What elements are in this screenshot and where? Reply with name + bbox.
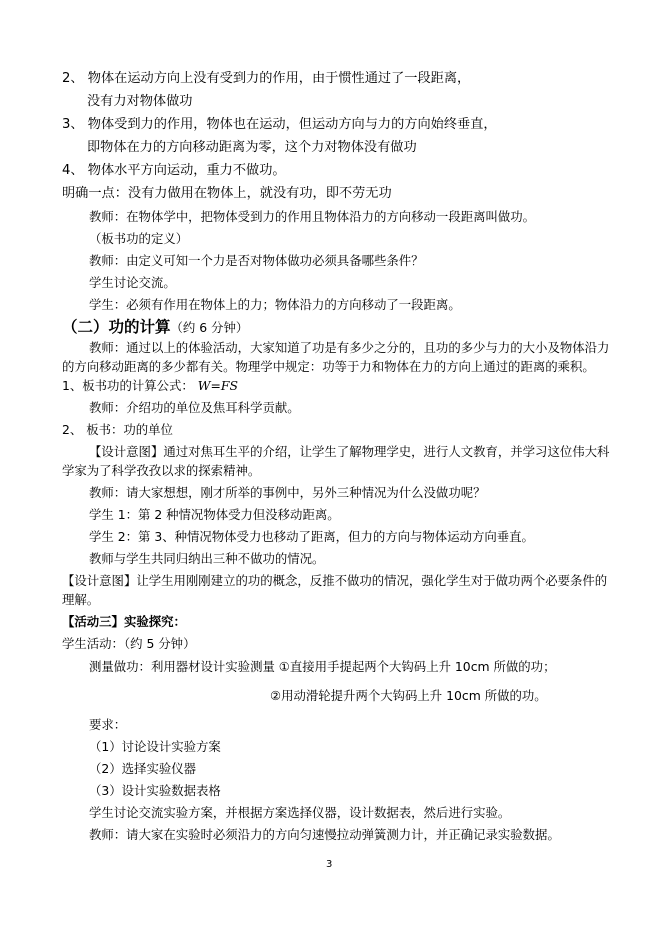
teacher-calc-line1: 教师：通过以上的体验活动，大家知道了功是有多少之分的，且功的多少与力的大小及物体沿力 bbox=[89, 340, 610, 355]
page-number: 3 bbox=[326, 859, 333, 870]
teacher-definition: 教师：在物体学中，把物体受到力的作用且物体沿力的方向移动一段距离叫做功。 bbox=[89, 209, 536, 224]
requirement-2: （2）选择实验仪器 bbox=[89, 761, 197, 776]
section-heading bbox=[62, 317, 248, 338]
work-formula: W=FS bbox=[197, 378, 238, 393]
item-4: 4、 物体水平方向运动，重力不做功。 bbox=[62, 163, 286, 178]
teacher-calc-line2: 的方向移动距离的多少都有关。物理学中规定：功等于力和物体在力的方向上通过的距离的乘积。 bbox=[62, 359, 595, 374]
student-2-answer: 学生 2：第 3、种情况物体受力也移动了距离，但力的方向与物体运动方向垂直。 bbox=[89, 529, 534, 544]
teacher-unit: 教师：介绍功的单位及焦耳科学贡献。 bbox=[89, 400, 300, 415]
student-experiment: 学生讨论交流实验方案，并根据方案选择仪器，设计数据表，然后进行实验。 bbox=[89, 805, 511, 820]
student-1-answer: 学生 1：第 2 种情况物体受力但没移动距离。 bbox=[89, 507, 340, 522]
board-unit: 2、 板书：功的单位 bbox=[62, 422, 173, 437]
item-3: 3、 物体受到力的作用，物体也在运动，但运动方向与力的方向始终垂直， bbox=[62, 117, 497, 132]
item-2-cont: 没有力对物体做功 bbox=[87, 94, 193, 109]
measure-line2: ②用动滑轮提升两个大钩码上升 10cm 所做的功。 bbox=[270, 688, 547, 703]
section-title: （二）功的计算 bbox=[62, 318, 171, 336]
student-discussion: 学生讨论交流。 bbox=[89, 275, 176, 290]
board-definition: （板书功的定义） bbox=[89, 231, 189, 246]
requirement-3: （3）设计实验数据表格 bbox=[89, 783, 221, 798]
measure-line1: 测量做功：利用器材设计实验测量 ①直接用手提起两个大钩码上升 10cm 所做的功； bbox=[89, 659, 556, 674]
summary-line: 教师与学生共同归纳出三种不做功的情况。 bbox=[89, 551, 325, 566]
teacher-question: 教师：由定义可知一个力是否对物体做功必须具备哪些条件？ bbox=[89, 253, 424, 268]
student-activity: 学生活动：（约 5 分钟） bbox=[62, 636, 196, 651]
requirement-1: （1）讨论设计实验方案 bbox=[89, 739, 221, 754]
design-intent-2-line1: 【设计意图】让学生用刚刚建立的功的概念，反推不做功的情况，强化学生对于做功两个必要条件的 bbox=[62, 573, 608, 588]
section-time-note: （约 6 分钟） bbox=[170, 320, 249, 335]
student-answer: 学生：必须有作用在物体上的力；物体沿力的方向移动了一段距离。 bbox=[89, 297, 461, 312]
teacher-experiment: 教师：请大家在实验时必须沿力的方向匀速慢拉动弹簧测力计，并正确记录实验数据。 bbox=[89, 827, 560, 842]
item-2: 2、 物体在运动方向上没有受到力的作用，由于惯性通过了一段距离， bbox=[62, 71, 471, 86]
clarify-line: 明确一点：没有力做用在物体上，就没有功，即不劳无功 bbox=[62, 186, 392, 201]
requirements-label: 要求： bbox=[89, 717, 127, 732]
board-formula-line bbox=[62, 378, 238, 394]
board-formula-label: 1、板书功的计算公式： bbox=[62, 378, 194, 393]
item-3-cont: 即物体在力的方向移动距离为零，这个力对物体没有做功 bbox=[87, 140, 417, 155]
design-intent-1-line1: 【设计意图】通过对焦耳生平的介绍，让学生了解物理学史，进行人文教育，并学习这位伟大科 bbox=[89, 444, 610, 459]
design-intent-1-line2: 学家为了科学孜孜以求的探索精神。 bbox=[62, 463, 261, 478]
teacher-think: 教师：请大家想想，刚才所举的事例中，另外三种情况为什么没做功呢？ bbox=[89, 485, 486, 500]
activity-3-heading: 【活动三】实验探究： bbox=[62, 614, 186, 629]
design-intent-2-line2: 理解。 bbox=[62, 592, 100, 607]
